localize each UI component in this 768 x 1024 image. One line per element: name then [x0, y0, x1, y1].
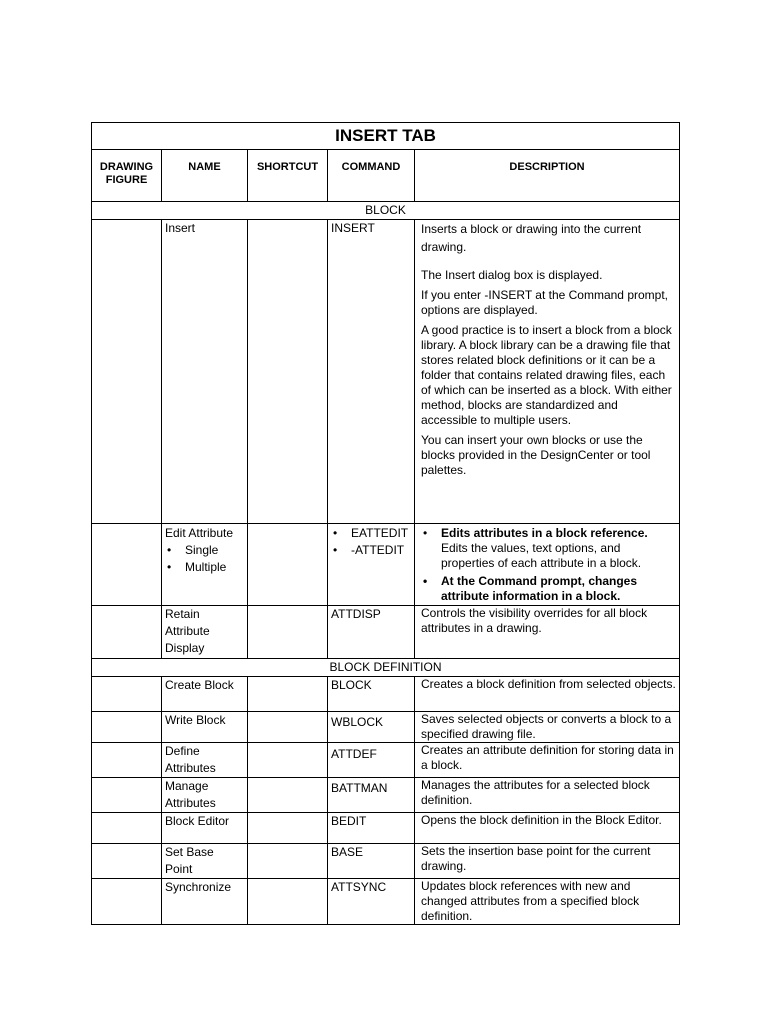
description-cell: Updates block references with new and changed attributes from a specified block definition.	[415, 879, 680, 925]
description-cell	[415, 220, 680, 524]
section-label-block-definition: BLOCK DEFINITION	[92, 659, 680, 677]
section-label-block: BLOCK	[92, 202, 680, 220]
figure-cell	[92, 220, 162, 524]
table-row-retain-attribute	[92, 606, 680, 659]
section-row-block-definition	[92, 659, 680, 677]
shortcut-cell	[248, 743, 328, 778]
figure-cell	[92, 778, 162, 813]
title-row	[92, 123, 680, 150]
insert-tab-sheet	[91, 122, 679, 925]
description-cell: Manages the attributes for a selected block definition.	[415, 778, 680, 813]
command-cell	[328, 524, 415, 606]
command-cell: INSERT	[328, 220, 415, 524]
command-cell: WBLOCK	[328, 712, 415, 743]
description-item-1-bold: Edits attributes in a block reference.	[441, 526, 648, 540]
shortcut-cell	[248, 524, 328, 606]
insert-paragraph-3: A good practice is to insert a block from a block library. A block library can be a drawing file that stores related block definitions or it can be a folder that contains related drawing files, each of which can be inserted as a block. With either method, blocks are standardized and accessible to multiple users.	[421, 323, 672, 427]
description-item-1-text: Edits the values, text options, and properties of each attribute in a block.	[441, 541, 642, 570]
header-command: COMMAND	[328, 150, 415, 202]
option-single: • Single	[165, 542, 244, 559]
command-cell: ATTSYNC	[328, 879, 415, 925]
table-row	[92, 844, 680, 879]
table-row	[92, 813, 680, 844]
figure-cell	[92, 712, 162, 743]
section-row-block	[92, 202, 680, 220]
table-row-insert	[92, 220, 680, 524]
shortcut-cell	[248, 813, 328, 844]
command-attedit: • -ATTEDIT	[331, 542, 411, 559]
header-drawing-figure: DRAWING FIGURE	[92, 150, 162, 202]
option-multiple: • Multiple	[165, 559, 244, 576]
table-row-edit-attribute	[92, 524, 680, 606]
insert-tab-table	[91, 122, 680, 925]
shortcut-cell	[248, 879, 328, 925]
shortcut-cell	[248, 677, 328, 712]
name-cell: Create Block	[162, 677, 248, 712]
header-row	[92, 150, 680, 202]
header-shortcut: SHORTCUT	[248, 150, 328, 202]
shortcut-cell	[248, 220, 328, 524]
description-cell: Sets the insertion base point for the current drawing.	[415, 844, 680, 879]
description-cell	[415, 524, 680, 606]
figure-cell	[92, 606, 162, 659]
name-cell: Block Editor	[162, 813, 248, 844]
table-row	[92, 879, 680, 925]
command-cell: BASE	[328, 844, 415, 879]
name-cell: Define Attributes	[162, 743, 248, 778]
command-eattedit: • EATTEDIT	[331, 525, 411, 542]
edit-attribute-commands	[331, 525, 411, 559]
header-name: NAME	[162, 150, 248, 202]
table-row	[92, 778, 680, 813]
description-cell: Opens the block definition in the Block Editor.	[415, 813, 680, 844]
header-description: DESCRIPTION	[415, 150, 680, 202]
table-title: INSERT TAB	[92, 123, 680, 150]
name-cell: Insert	[162, 220, 248, 524]
description-cell: Creates an attribute definition for storing data in a block.	[415, 743, 680, 778]
insert-paragraph-1: The Insert dialog box is displayed.	[421, 268, 603, 282]
name-cell: Synchronize	[162, 879, 248, 925]
insert-paragraph-2: If you enter -INSERT at the Command prompt, options are displayed.	[421, 288, 668, 317]
description-item-1	[421, 526, 676, 571]
table-row	[92, 743, 680, 778]
command-cell: BEDIT	[328, 813, 415, 844]
name-cell: Write Block	[162, 712, 248, 743]
shortcut-cell	[248, 778, 328, 813]
figure-cell	[92, 677, 162, 712]
command-cell: ATTDISP	[328, 606, 415, 659]
name-cell	[162, 524, 248, 606]
figure-cell	[92, 844, 162, 879]
figure-cell	[92, 813, 162, 844]
shortcut-cell	[248, 712, 328, 743]
edit-attribute-name: Edit Attribute	[165, 526, 234, 540]
table-row	[92, 712, 680, 743]
name-cell: Manage Attributes	[162, 778, 248, 813]
edit-attribute-description-list	[421, 526, 676, 604]
description-cell: Saves selected objects or converts a block to a specified drawing file.	[415, 712, 680, 743]
insert-paragraph-4: You can insert your own blocks or use the blocks provided in the DesignCenter or tool palettes.	[421, 433, 651, 477]
name-cell: Retain Attribute Display	[162, 606, 248, 659]
edit-attribute-options	[165, 542, 244, 576]
name-cell: Set Base Point	[162, 844, 248, 879]
figure-cell	[92, 524, 162, 606]
command-cell: BATTMAN	[328, 778, 415, 813]
description-cell: Controls the visibility overrides for all block attributes in a drawing.	[415, 606, 680, 659]
command-cell: ATTDEF	[328, 743, 415, 778]
command-cell: BLOCK	[328, 677, 415, 712]
insert-lead-text: Inserts a block or drawing into the current drawing.	[421, 222, 642, 254]
figure-cell	[92, 879, 162, 925]
description-item-2: • At the Command prompt, changes attribute information in a block.	[421, 574, 676, 604]
description-cell: Creates a block definition from selected objects.	[415, 677, 680, 712]
figure-cell	[92, 743, 162, 778]
shortcut-cell	[248, 606, 328, 659]
table-row	[92, 677, 680, 712]
shortcut-cell	[248, 844, 328, 879]
